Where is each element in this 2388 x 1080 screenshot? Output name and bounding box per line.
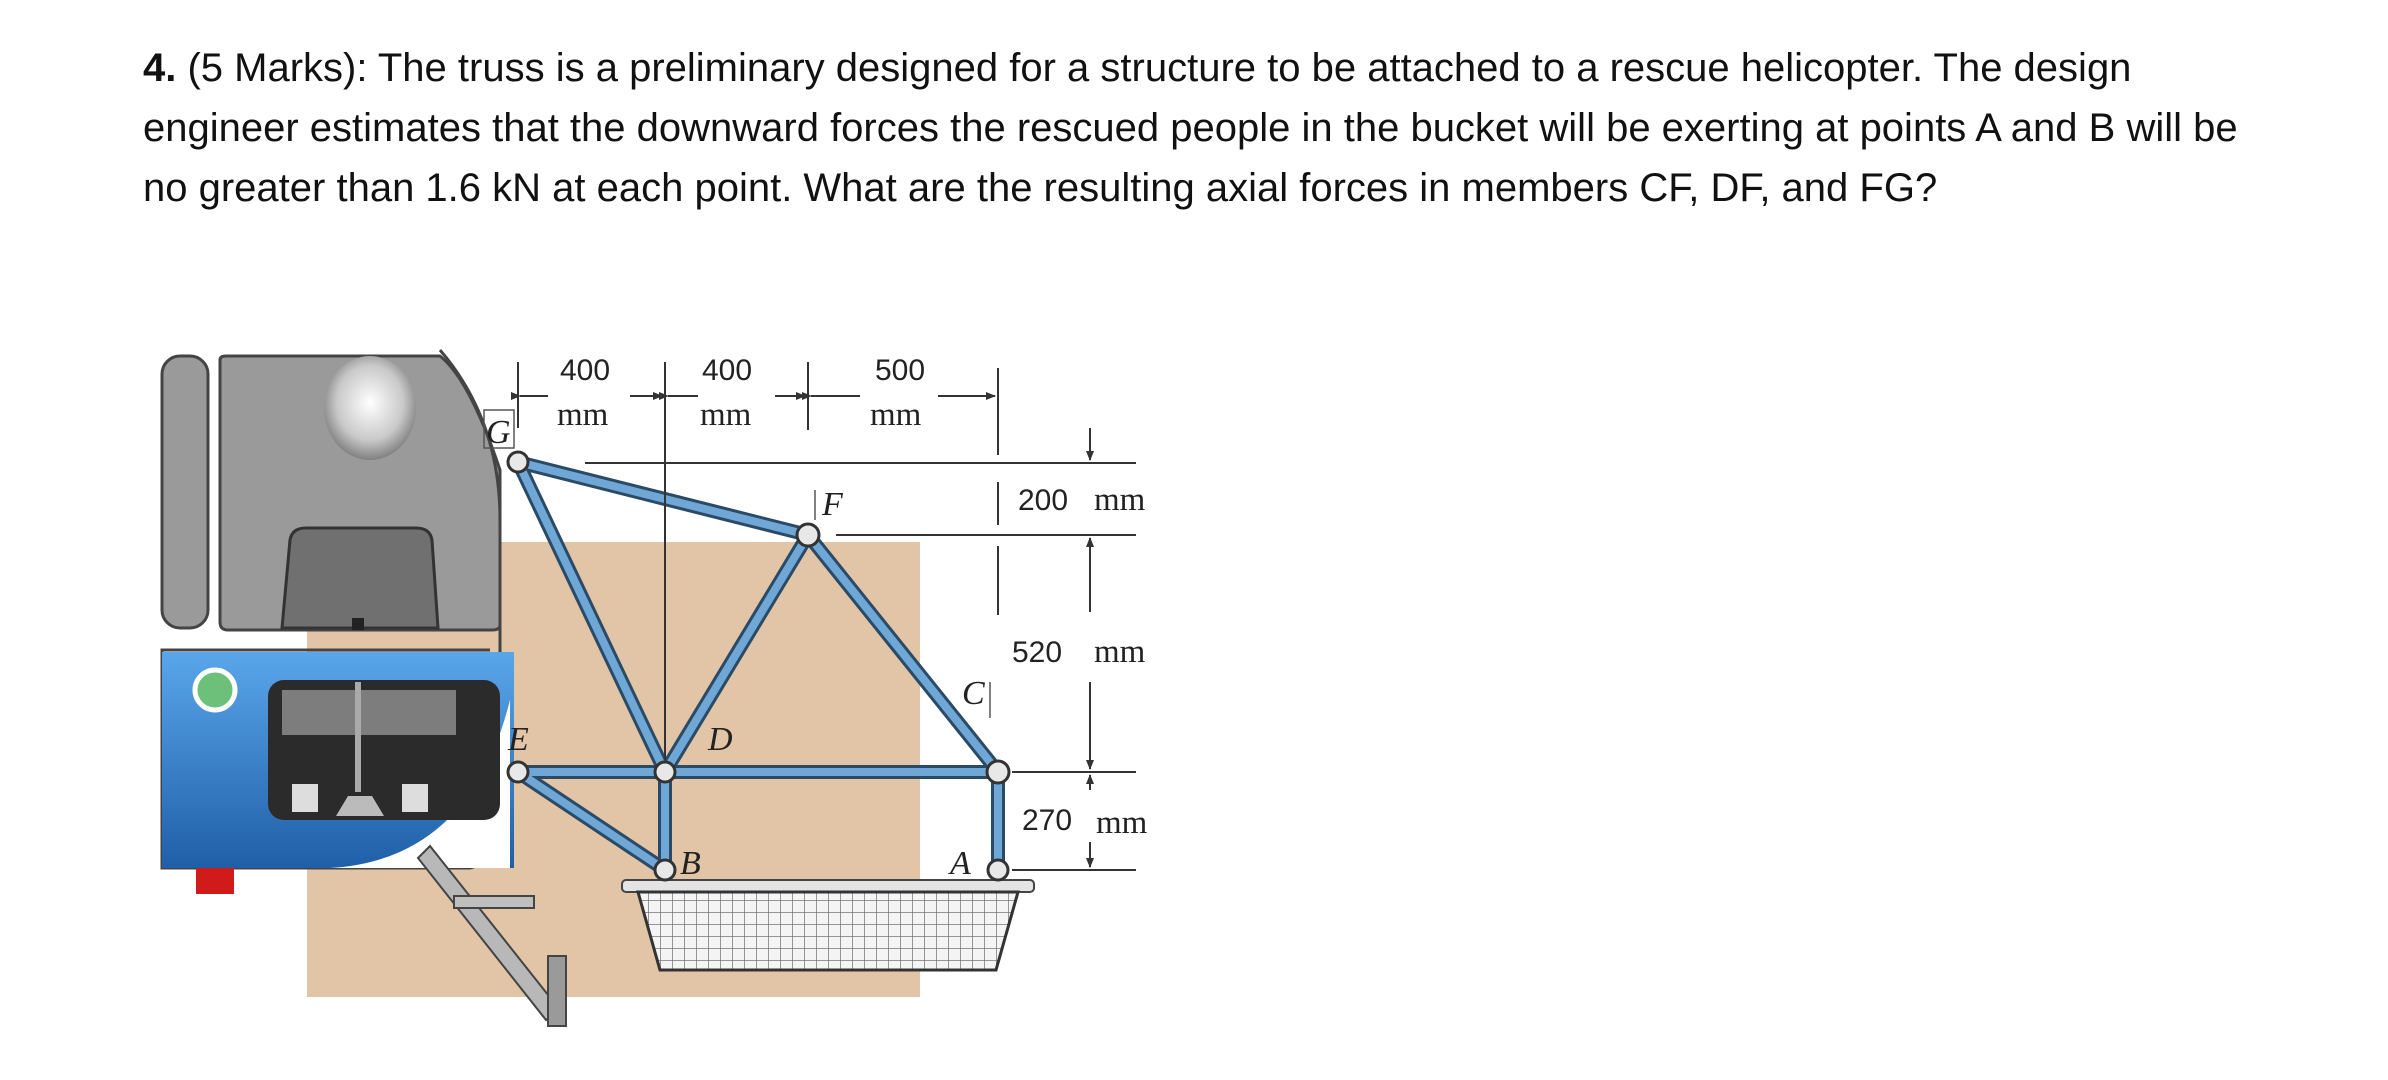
dim-520-unit: mm — [1094, 634, 1146, 670]
dim-FC-unit: mm — [870, 397, 922, 433]
helicopter-seat — [282, 528, 438, 628]
helicopter-light — [195, 670, 235, 710]
label-F: F — [822, 486, 843, 523]
dim-200-value: 200 — [1018, 484, 1069, 517]
helicopter-frame-left — [162, 356, 208, 628]
dim-DF-value: 400 — [702, 354, 753, 387]
dim-270-unit: mm — [1096, 805, 1148, 841]
joint-E — [508, 762, 528, 782]
question-number: 4. — [143, 46, 177, 90]
dim-GD-value: 400 — [560, 354, 611, 387]
helicopter-window — [324, 356, 416, 460]
label-A: A — [950, 845, 971, 882]
label-E: E — [508, 721, 529, 758]
label-C: C — [962, 675, 985, 712]
joint-A — [988, 860, 1008, 880]
joint-D — [655, 762, 675, 782]
dim-520-value: 520 — [1012, 636, 1063, 669]
dim-DF-unit: mm — [700, 397, 752, 433]
bucket-basket — [638, 892, 1018, 970]
label-G: G — [486, 414, 511, 451]
rescue-bucket — [622, 880, 1034, 970]
joint-F — [797, 524, 819, 546]
question-text: (5 Marks): The truss is a preliminary designed for a structure to be attached to a rescue helicopter. The design engineer estimates that the downward forces the rescued people in the bucket will be exerting at points A and B will be no greater than 1.6 kN at each point. What are the resulting axial forces in members CF, DF, and FG? — [143, 46, 2238, 210]
dim-GD-unit: mm — [557, 397, 609, 433]
dim-200-unit: mm — [1094, 482, 1146, 518]
helicopter-red-light — [196, 868, 234, 894]
label-B: B — [680, 845, 701, 882]
dim-270-value: 270 — [1022, 804, 1073, 837]
member-GF — [518, 462, 808, 535]
joint-C — [987, 761, 1009, 783]
joint-G — [508, 452, 528, 472]
joint-B — [655, 860, 675, 880]
label-D: D — [708, 721, 733, 758]
dim-FC-value: 500 — [875, 354, 926, 387]
